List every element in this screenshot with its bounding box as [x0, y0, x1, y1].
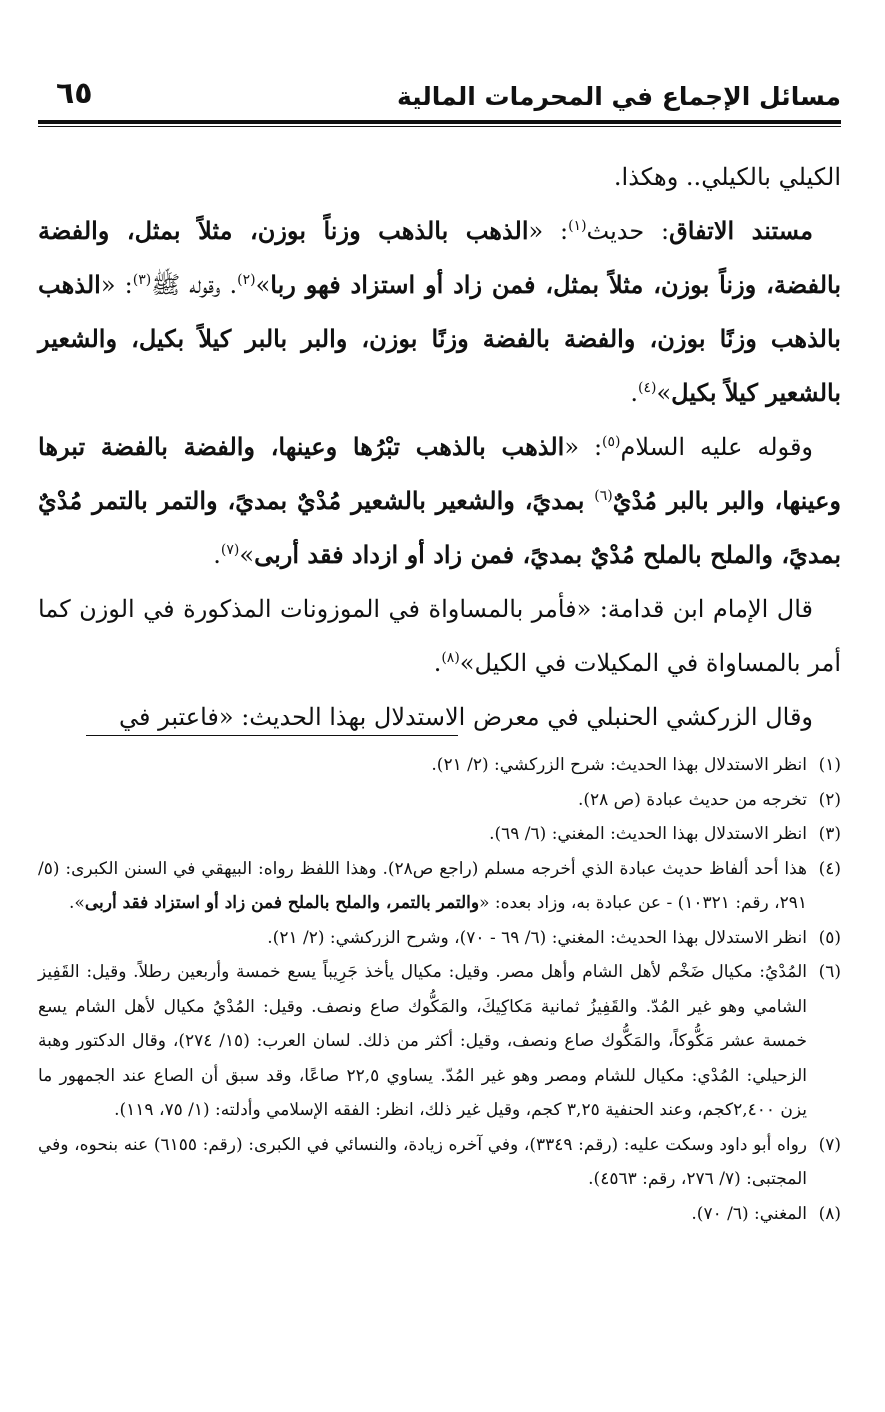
- footnote-text: المُدْيُ: مكيال ضَخْم لأهل الشام وأهل مصر. وقيل: مكيال يأخذ جَرِيباً يسع خمسة وأربعين رطلاً. وقيل: القَفِيز الشامي وهو غير المُدّ. والقَفِيزُ ثمانية مَكاكِيكَ، والمَكُّوك صاع ونصف. وقيل: المُدْيُ مكيال لأهل الشام يسع خمسة عشر مَكُّوكاً، والمَكُّوك صاع ونصف، وقيل: أكثر من ذلك. لسان العرب: (١٥/ ٢٧٤)، وقال الدكتور وهبة الزحيلي: المُدْي: مكيال للشام ومصر وهو غير المُدّ. يساوي ٢٢,٥ صاعًا، وقد سبق أن الصاع عند الجمهور ما يزن ٢,٤٠٠كجم، وعند الحنفية ٣,٢٥ كجم، وقيل غير ذلك، انظر: الفقه الإسلامي وأدلته: (١/ ٧٥، ١١٩).: [38, 962, 807, 1120]
- text-run: »: [656, 379, 672, 407]
- paragraph-3: [38, 420, 841, 582]
- footnote-ref-7[interactable]: (٧): [220, 542, 240, 558]
- footnote-number: (٢): [818, 789, 841, 810]
- text-run: : «: [100, 271, 133, 299]
- text-run: : «: [564, 433, 603, 461]
- footnote-ref-6[interactable]: (٦): [594, 488, 613, 504]
- footnote-text: انظر الاستدلال بهذا الحديث: شرح الزركشي: (٢/ ٢١).: [431, 755, 807, 775]
- text-run: هذا أحد ألفاظ حديث عبادة الذي أخرجه مسلم (راجع ص٢٨). وهذا اللفظ رواه: البيهقي في السنن الكبرى: (٥/ ٢٩١، رقم: ١٠٣٢١) - عن عبادة به، وزاد بعده: «: [38, 858, 807, 913]
- lead-term: مستند الاتفاق: [669, 216, 814, 245]
- hadith-text: بمديً، والشعير بالشعير مُدْيٌ بمديً، والتمر بالتمر مُدْيٌ بمديً، والملح بالملح مُدْيٌ بمديً، فمن زاد أو ازداد فقد أربى: [38, 486, 841, 569]
- footnote-number: (٦): [818, 962, 841, 982]
- body-text: [38, 150, 841, 744]
- footnote-text: تخرجه من حديث عبادة (ص ٢٨).: [577, 789, 807, 810]
- text-run: وقوله عليه السلام: [620, 433, 814, 461]
- footnote-3: [38, 817, 841, 852]
- footnote-text: رواه أبو داود وسكت عليه: (رقم: ٣٣٤٩)، وفي آخره زيادة، والنسائي في الكبرى: (رقم: ٦١٥٥) عنه بنحوه، وفي المجتبى: (٧/ ٢٧٦، رقم: ٤٥٦٣).: [38, 1134, 808, 1189]
- text-run: .: [630, 379, 639, 407]
- footnotes: [38, 748, 841, 1231]
- text-run: قال الإمام ابن قدامة: «فأمر بالمساواة في الموزونات المذكورة في الوزن كما أمر بالمساواة في المكيلات في الكيل»: [38, 595, 841, 677]
- text-run: .: [433, 649, 442, 677]
- footnote-number: (٤): [818, 858, 841, 879]
- running-title: مسائل الإجماع في المحرمات المالية: [396, 82, 841, 111]
- footnote-text: [38, 852, 807, 921]
- text-run: »: [239, 541, 255, 569]
- footnote-number: (٧): [818, 1134, 841, 1155]
- footnote-ref-5[interactable]: (٥): [602, 434, 621, 450]
- footnote-ref-1[interactable]: (١): [568, 218, 587, 234]
- text-run: : حديث: [586, 217, 670, 245]
- footnote-ref-8[interactable]: (٨): [441, 650, 460, 666]
- footnote-1: [38, 748, 841, 783]
- footnote-number: (١): [818, 755, 841, 775]
- quoted-addition: والتمر بالتمر، والملح بالملح فمن زاد أو استزاد فقد أربى: [84, 893, 480, 913]
- header-rule: [38, 120, 841, 127]
- paragraph-4: [38, 582, 841, 690]
- page-number: ٦٥: [56, 76, 93, 111]
- footnote-rule: [86, 735, 458, 736]
- footnote-6: [38, 955, 841, 1128]
- paragraph-1: الكيلي بالكيلي.. وهكذا.: [613, 163, 841, 191]
- hadith-text: الذهب بالذهب وزناً بوزن، مثلاً بمثل، والفضة بالفضة، وزناً بوزن، مثلاً بمثل، فمن زاد أو استزاد فهو ربا: [38, 216, 841, 299]
- footnote-number: (٨): [818, 1203, 841, 1224]
- footnote-text: انظر الاستدلال بهذا الحديث: المغني: (٦/ ٦٩).: [489, 824, 807, 844]
- paragraph-5: وقال الزركشي الحنبلي في معرض الاستدلال بهذا الحديث: «فاعتبر في: [118, 703, 813, 731]
- text-run: »: [255, 271, 271, 299]
- footnote-number: (٣): [818, 824, 841, 844]
- footnote-text: المغني: (٦/ ٧٠).: [691, 1203, 807, 1224]
- page-header: [38, 68, 841, 120]
- footnote-7: [38, 1128, 841, 1197]
- footnote-5: [38, 921, 841, 956]
- footnote-4: [38, 852, 841, 921]
- footnote-2: [38, 783, 841, 818]
- text-run: : «: [528, 217, 569, 245]
- paragraph-2: [38, 204, 841, 420]
- footnote-ref-2[interactable]: (٢): [237, 272, 256, 288]
- text-run: . وقوله ﷺ: [151, 271, 238, 299]
- footnote-ref-3[interactable]: (٣): [132, 272, 152, 288]
- footnote-8: [38, 1197, 841, 1232]
- footnote-text: انظر الاستدلال بهذا الحديث: المغني: (٦/ ٦٩ - ٧٠)، وشرح الزركشي: (٢/ ٢١).: [267, 927, 807, 948]
- text-run: .: [213, 541, 221, 569]
- hadith-text: الذهب بالذهب وزنًا بوزن، والفضة بالفضة وزنًا بوزن، والبر بالبر كيلاً بكيل، والشعير بالشعير كيلاً بكيل: [38, 270, 841, 407]
- footnote-number: (٥): [818, 927, 841, 948]
- footnote-ref-4[interactable]: (٤): [638, 380, 657, 396]
- hadith-text: الذهب بالذهب تبْرُها وعينها، والفضة بالفضة تبرها وعينها، والبر بالبر مُدْيٌ: [38, 432, 841, 515]
- text-run: ».: [69, 893, 85, 913]
